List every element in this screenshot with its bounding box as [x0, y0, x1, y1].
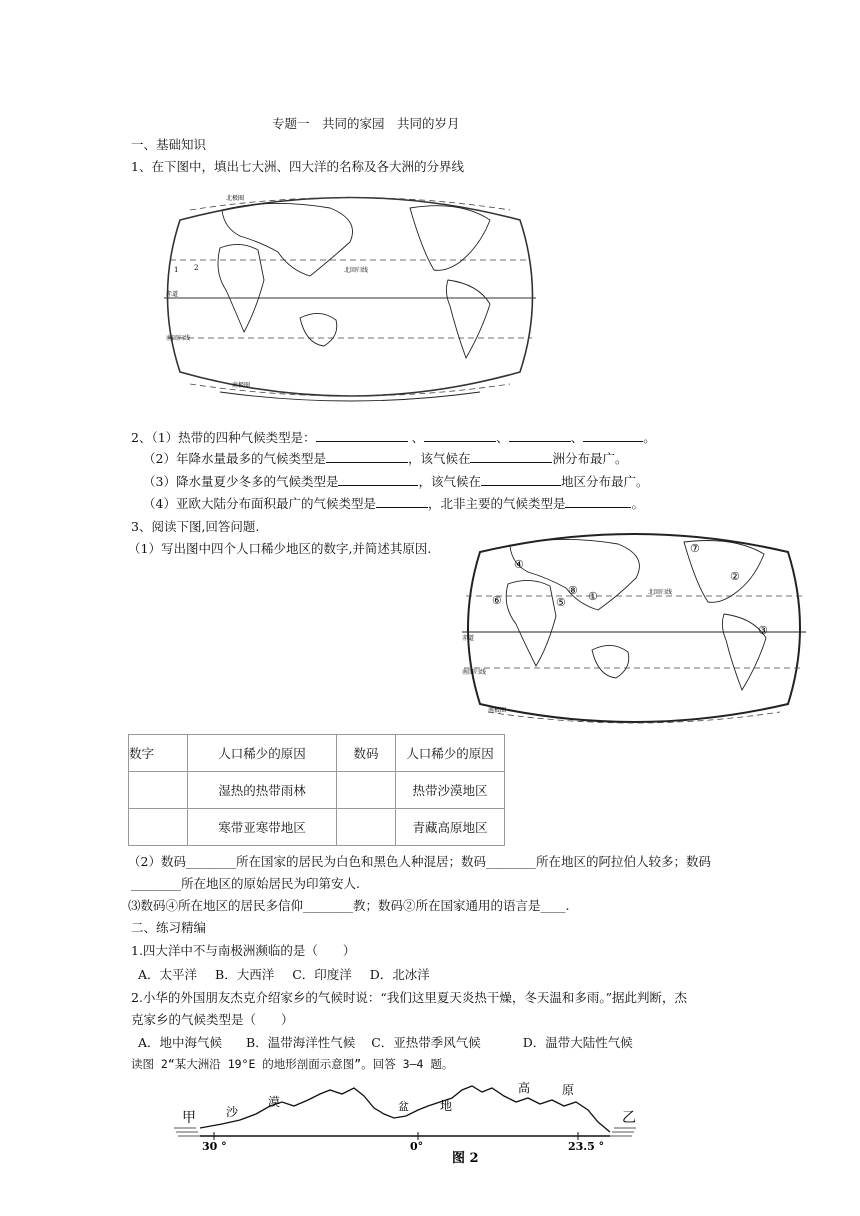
table-header-cell: 人口稀少的原因	[396, 735, 505, 772]
page-title: 专题一 共同的家园 共同的岁月	[272, 116, 460, 131]
map2-equator-label: 赤道	[462, 635, 475, 642]
table-cell: 青藏高原地区	[396, 809, 505, 846]
option-c[interactable]: C．印度洋	[292, 967, 352, 982]
label-yi: 乙	[622, 1110, 636, 1126]
q2-3-part-a: （3）降水量夏少冬多的气候类型是	[143, 474, 339, 489]
question-2-1	[131, 428, 656, 446]
option-b[interactable]: B．温带海洋性气候	[246, 1035, 356, 1050]
option-a[interactable]: A．太平洋	[138, 967, 198, 982]
tick-label-3: 23.5 °	[568, 1140, 605, 1153]
question-3-2-line-2: ________所在地区的原始居民为印第安人.	[131, 876, 360, 891]
q2-2-blank-2[interactable]	[470, 450, 552, 463]
label-yuan: 原	[562, 1083, 575, 1097]
table-cell[interactable]	[129, 809, 188, 846]
table-cell: 寒带亚寒带地区	[188, 809, 337, 846]
map2-circle-7: ⑦	[690, 542, 700, 555]
map2-tropic-s-label: 南回归线	[462, 669, 487, 676]
table-header-row	[129, 735, 505, 772]
world-map-2	[458, 522, 810, 734]
label-jia: 甲	[182, 1110, 196, 1126]
section1-heading: 一、基础知识	[131, 137, 207, 152]
map2-circle-3: ③	[758, 624, 768, 637]
practice-2-line-1: 2.小华的外国朋友杰克介绍家乡的气候时说：“我们这里夏天炎热干燥，冬天温和多雨。”据此判断，杰	[131, 990, 687, 1005]
label-di: 地	[440, 1099, 453, 1113]
question-3: 3、阅读下图,回答问题.	[131, 519, 260, 534]
map1-number-2: 2	[194, 264, 199, 272]
option-b[interactable]: B．大西洋	[215, 967, 275, 982]
map1-north-america	[410, 206, 490, 271]
label-sha: 沙	[226, 1105, 239, 1119]
terrain-profile-figure	[170, 1076, 650, 1168]
population-table	[128, 734, 505, 846]
question-3-1: （1）写出图中四个人口稀少地区的数字,并简述其原因.	[128, 541, 432, 556]
q2-2-part-b: ，该气候在	[407, 451, 471, 466]
q2-1-sep-2: 、	[496, 430, 509, 445]
q2-3-blank-2[interactable]	[481, 473, 561, 486]
map1-antarctic-label: 南极圈	[232, 382, 251, 389]
q2-1-blank-2[interactable]	[424, 429, 496, 442]
table-row	[129, 809, 505, 846]
option-a[interactable]: A．地中海气候	[138, 1035, 223, 1050]
map1-eurasia	[222, 203, 353, 276]
question-2-3	[143, 472, 649, 490]
map1-tropic-n-label: 北回归线	[344, 267, 369, 274]
table-cell: 热带沙漠地区	[396, 772, 505, 809]
question-2-4	[143, 494, 644, 512]
q2-1-blank-4[interactable]	[583, 429, 643, 442]
q2-1-blank-3[interactable]	[509, 429, 571, 442]
section2-heading: 二、练习精编	[131, 920, 207, 935]
q2-3-part-b: ，该气候在	[418, 474, 481, 489]
sea-right-hatch	[610, 1128, 636, 1136]
map1-south-america	[446, 280, 490, 358]
figure-2-caption: 图 2	[452, 1151, 479, 1166]
map1-arctic-label: 北极圈	[226, 195, 245, 202]
map1-tropic-s-label: 南回归线	[166, 335, 191, 342]
table-cell[interactable]	[337, 809, 396, 846]
world-map-1	[160, 180, 540, 412]
map2-antarctic-label: 南极圈	[488, 707, 507, 714]
question-3-3: ⑶数码④所在地区的居民多信仰________教；数码②所在国家通用的语言是____.	[128, 898, 570, 913]
map1-australia	[300, 313, 337, 346]
q2-2-part-a: （2）年降水量最多的气候类型是	[143, 451, 326, 466]
table-header-cell: 数码	[337, 735, 396, 772]
map2-circle-8: ⑧	[568, 584, 578, 597]
practice-1-options	[138, 965, 430, 983]
map2-eurasia	[510, 539, 639, 610]
sea-left-hatch	[174, 1128, 200, 1136]
label-mo: 漠	[268, 1095, 281, 1109]
tick-label-2: 0°	[410, 1140, 424, 1153]
map2-tropic-n-label: 北回归线	[648, 589, 673, 596]
option-d[interactable]: D．北冰洋	[369, 967, 430, 982]
figure-2-intro: 读图 2“某大洲沿 19°E 的地形剖面示意图”。回答 3—4 题。	[131, 1057, 454, 1071]
table-header-cell: 人口稀少的原因	[188, 735, 337, 772]
question-2-2	[143, 449, 628, 467]
q2-2-part-c: 洲分布最广。	[552, 451, 628, 466]
q2-1-prefix: 2、（1）热带的四种气候类型是：	[131, 430, 316, 445]
label-gao: 高	[518, 1081, 531, 1095]
table-cell[interactable]	[129, 772, 188, 809]
map2-circle-1: ①	[588, 590, 598, 603]
practice-2-line-2: 克家乡的气候类型是（ ）	[131, 1012, 294, 1027]
map1-africa	[218, 244, 264, 332]
q2-4-part-a: （4）亚欧大陆分布面积最广的气候类型是	[143, 496, 376, 511]
map2-circle-6: ⑥	[492, 594, 502, 607]
option-d[interactable]: D．温带大陆性气候	[522, 1035, 633, 1050]
q2-3-blank-1[interactable]	[338, 473, 418, 486]
map1-outline	[168, 198, 533, 397]
q2-2-blank-1[interactable]	[326, 450, 408, 463]
q2-1-sep-1: 、	[411, 430, 425, 445]
q2-1-blank-1[interactable]	[316, 429, 408, 442]
map2-africa	[506, 580, 556, 666]
map2-circle-4: ④	[514, 558, 524, 571]
table-cell[interactable]	[337, 772, 396, 809]
q2-4-part-c: 。	[631, 496, 644, 511]
question-1: 1、在下图中，填出七大洲、四大洋的名称及各大洲的分界线	[131, 159, 464, 174]
map2-australia	[592, 645, 629, 678]
table-row	[129, 772, 505, 809]
q2-4-blank-1[interactable]	[376, 495, 428, 508]
label-pen: 盆	[398, 1100, 409, 1113]
q2-3-part-c: 地区分布最广。	[560, 474, 649, 489]
q2-1-sep-3: 、	[570, 430, 584, 445]
q2-1-end: 。	[643, 430, 656, 445]
option-c[interactable]: C．亚热带季风气候	[371, 1035, 481, 1050]
map1-equator-label: 赤道	[166, 291, 179, 298]
table-header-cell: 数字	[129, 735, 188, 772]
tick-label-1: 30 °	[202, 1140, 227, 1153]
map2-circle-2: ②	[730, 570, 740, 583]
practice-2-options	[138, 1033, 633, 1051]
map1-number-1: 1	[174, 266, 179, 274]
table-cell: 湿热的热带雨林	[188, 772, 337, 809]
q2-4-blank-2[interactable]	[565, 495, 631, 508]
question-3-2-line-1: （2）数码________所在国家的居民为白色和黑色人种混居；数码________所在地区的阿拉伯人较多；数码	[128, 854, 711, 869]
map2-circle-5: ⑤	[556, 596, 566, 609]
q2-4-part-b: ，北非主要的气候类型是	[427, 496, 566, 511]
practice-1: 1.四大洋中不与南极洲濒临的是（ ）	[131, 943, 356, 958]
